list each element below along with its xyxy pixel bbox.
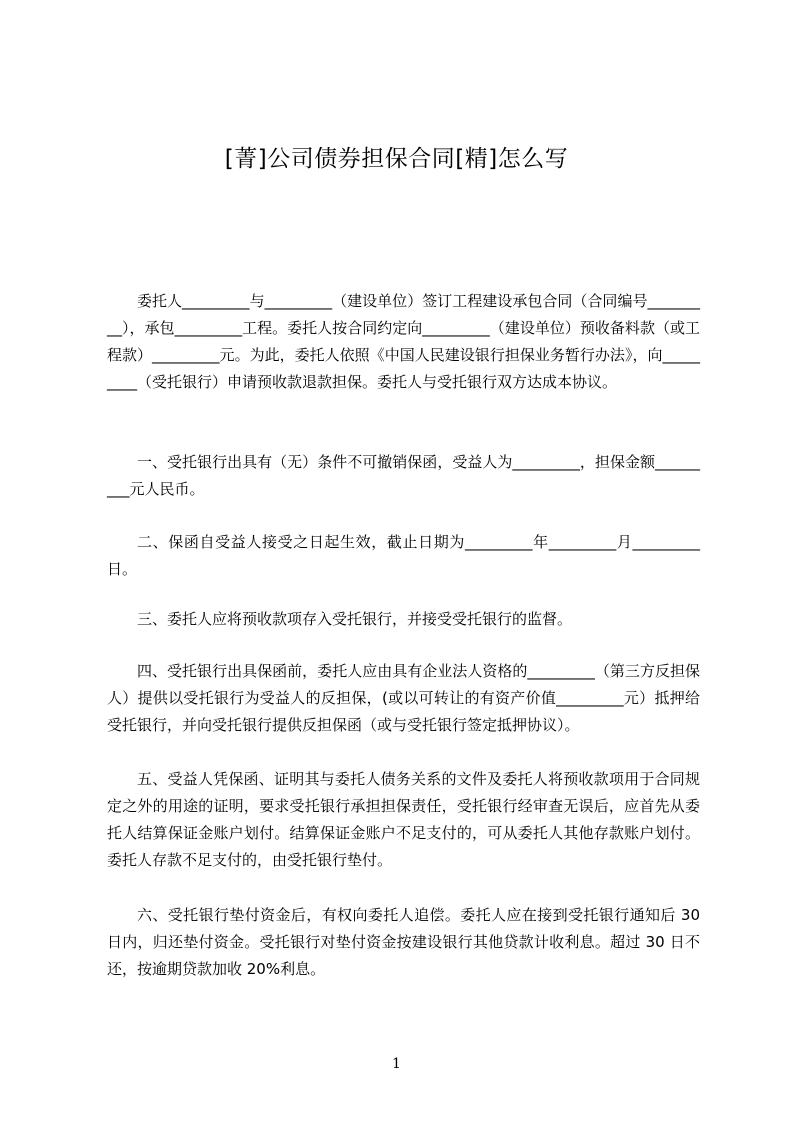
paragraph-clause-6: 六、受托银行垫付资金后，有权向委托人追偿。委托人应在接到受托银行通知后 30 日内，归还垫付资金。受托银行对垫付资金按建设银行其他贷款计收利息。超过 30 日不还，按逾期贷款加收 20%利息。 (107, 906, 700, 978)
paragraph-clause-3: 三、委托人应将预收款项存入受托银行，并接受受托银行的监督。 (137, 610, 573, 628)
paragraph-clause-5: 五、受益人凭保函、证明其与委托人债务关系的文件及委托人将预收款项用于合同规定之外的用途的证明，要求受托银行承担担保责任，受托银行经审查无误后，应首先从委托人结算保证金账户划付。结算保证金账户不足支付的，可从委托人其他存款账户划付。委托人存款不足支付的，由受托银行垫付。 (107, 770, 700, 869)
paragraph-clause-1: 一、受托银行出具有（无）条件不可撤销保函，受益人为_________，担保金额_________元人民币。 (107, 453, 700, 498)
paragraph-preamble: 委托人_________与_________（建设单位）签订工程建设承包合同（合同编号_________），承包_________工程。委托人按合同约定向_________（建设单位）预收备料款（或工程款）_________元。为此，委托人依照《中国人民建设银行担保业务暂行办法》，向_________（受托银行）申请预收款退款担保。委托人与受托银行双方达成本协议。 (107, 292, 700, 391)
paragraph-clause-4: 四、受托银行出具保函前，委托人应由具有企业法人资格的_________（第三方反担保人）提供以受托银行为受益人的反担保，(或以可转让的有资产价值_________元）抵押给受托银行，并向受托银行提供反担保函（或与受托银行签定抵押协议）。 (107, 662, 700, 734)
page-number: 1 (392, 1056, 401, 1072)
paragraph-clause-2: 二、保函自受益人接受之日起生效，截止日期为_________年_________月_________日。 (107, 533, 700, 578)
document-title: [菁]公司债券担保合同[精]怎么写 (224, 146, 569, 172)
